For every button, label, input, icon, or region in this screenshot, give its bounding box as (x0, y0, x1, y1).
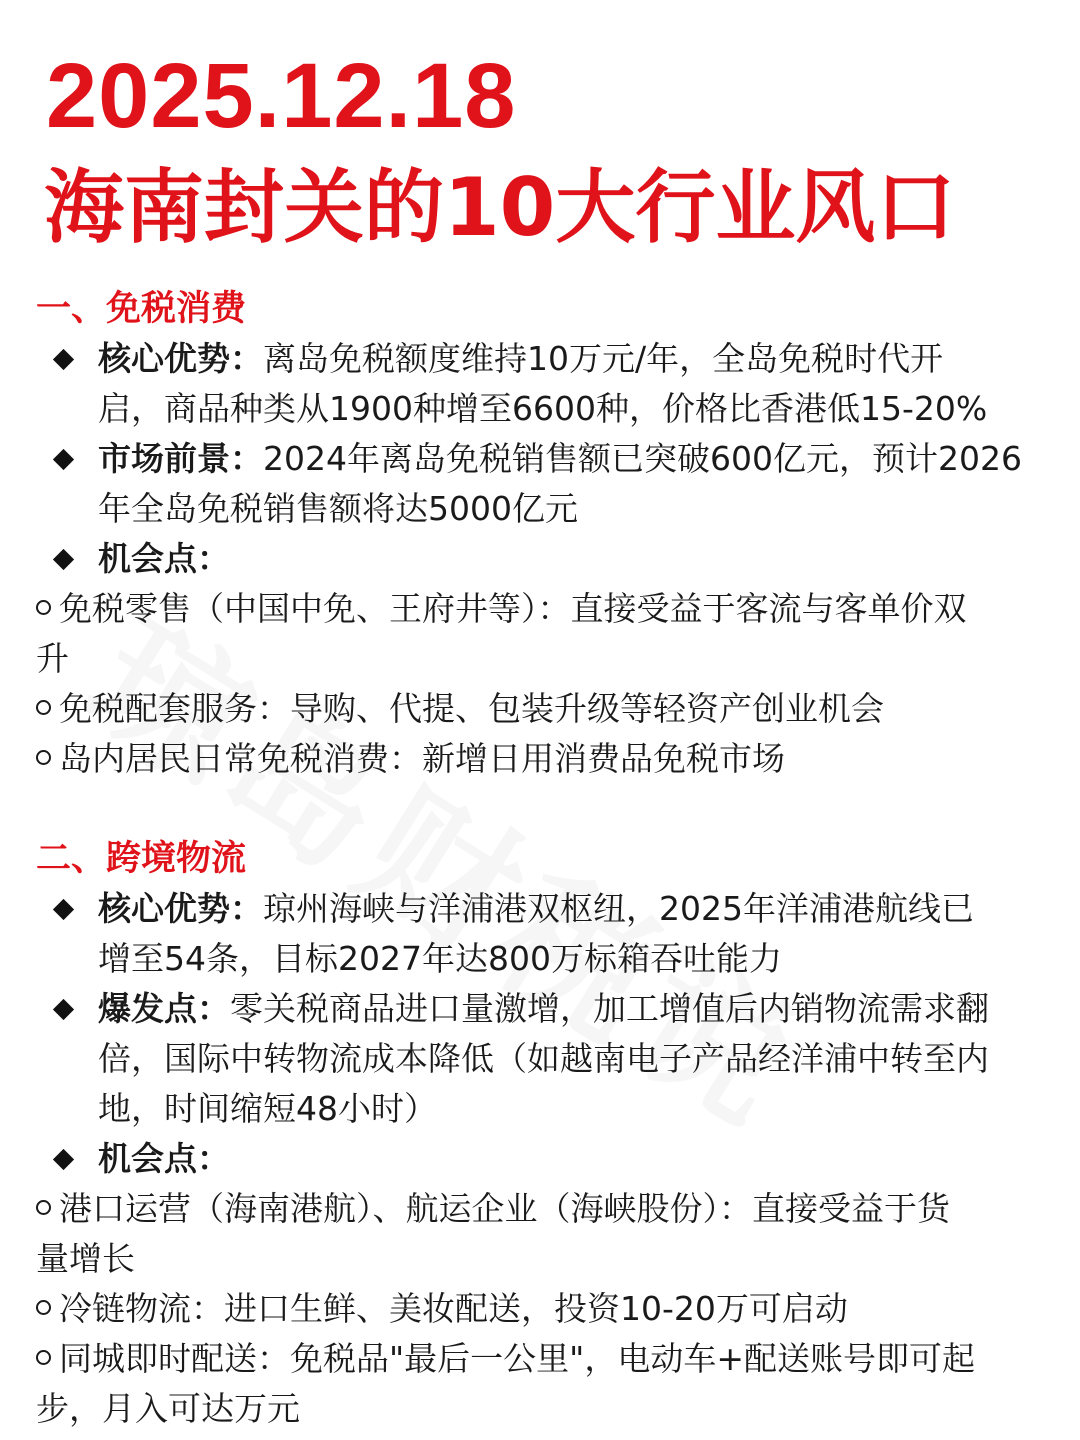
burst-point-label: 爆发点： (98, 989, 230, 1028)
date-title: 2025.12.18 (46, 45, 517, 147)
market-outlook-line-2: 年全岛免税销售额将达5000亿元 (98, 489, 578, 528)
core-advantage-line (98, 334, 943, 384)
core-advantage-line-2: 启，商品种类从1900种增至6600种，价格比香港低15-20% (98, 389, 988, 428)
list-item: 冷链物流：进口生鲜、美妆配送，投资10-20万可启动 (36, 1284, 848, 1334)
list-item: 同城即时配送：免税品"最后一公里"，电动车+配送账号即可起 (36, 1334, 975, 1384)
section-heading-logistics: 二、跨境物流 (36, 839, 247, 879)
circle-bullet-icon (36, 1200, 51, 1215)
title-highlight: 10大行业风口 (444, 158, 955, 258)
bullet-diamond-icon (53, 999, 74, 1020)
bullet-diamond-icon (53, 449, 74, 470)
bullet-diamond-icon (53, 899, 74, 920)
circle-bullet-icon (36, 1350, 51, 1365)
circle-bullet-icon (36, 750, 51, 765)
section-heading-duty-free: 一、免税消费 (36, 289, 247, 329)
list-item: 港口运营（海南港航）、航运企业（海峡股份）：直接受益于货 (36, 1184, 950, 1234)
list-item-continuation: 步，月入可达万元 (36, 1389, 300, 1428)
page-title (44, 158, 955, 258)
list-item-continuation: 升 (36, 639, 69, 678)
burst-point-line-3: 地，时间缩短48小时） (98, 1089, 437, 1128)
bullet-diamond-icon (53, 1149, 74, 1170)
opportunity-label: 机会点： (98, 539, 230, 578)
core-advantage-text: 离岛免税额度维持10万元/年，全岛免税时代开 (263, 339, 944, 378)
burst-point-line (98, 984, 989, 1034)
core-advantage-label: 核心优势： (98, 889, 263, 928)
opportunity-label: 机会点： (98, 1139, 230, 1178)
circle-bullet-icon (36, 1300, 51, 1315)
circle-bullet-icon (36, 600, 51, 615)
market-outlook-line (98, 434, 1022, 484)
core-advantage-line (98, 884, 974, 934)
market-outlook-label: 市场前景： (98, 439, 263, 478)
title-prefix: 海南封关的 (44, 161, 444, 254)
core-advantage-text: 琼州海峡与洋浦港双枢纽，2025年洋浦港航线已 (263, 889, 974, 928)
list-item: 免税配套服务：导购、代提、包装升级等轻资产创业机会 (36, 684, 884, 734)
list-item: 免税零售（中国中免、王府井等）：直接受益于客流与客单价双 (36, 584, 967, 634)
list-item: 岛内居民日常免税消费：新增日用消费品免税市场 (36, 734, 785, 784)
burst-point-line-2: 倍，国际中转物流成本降低（如越南电子产品经洋浦中转至内 (98, 1039, 989, 1078)
core-advantage-line-2: 增至54条，目标2027年达800万标箱吞吐能力 (98, 939, 782, 978)
bullet-diamond-icon (53, 549, 74, 570)
core-advantage-label: 核心优势： (98, 339, 263, 378)
market-outlook-text: 2024年离岛免税销售额已突破600亿元，预计2026 (263, 439, 1022, 478)
burst-point-text: 零关税商品进口量激增，加工增值后内销物流需求翻 (230, 989, 989, 1028)
bullet-diamond-icon (53, 349, 74, 370)
circle-bullet-icon (36, 700, 51, 715)
list-item-continuation: 量增长 (36, 1239, 135, 1278)
